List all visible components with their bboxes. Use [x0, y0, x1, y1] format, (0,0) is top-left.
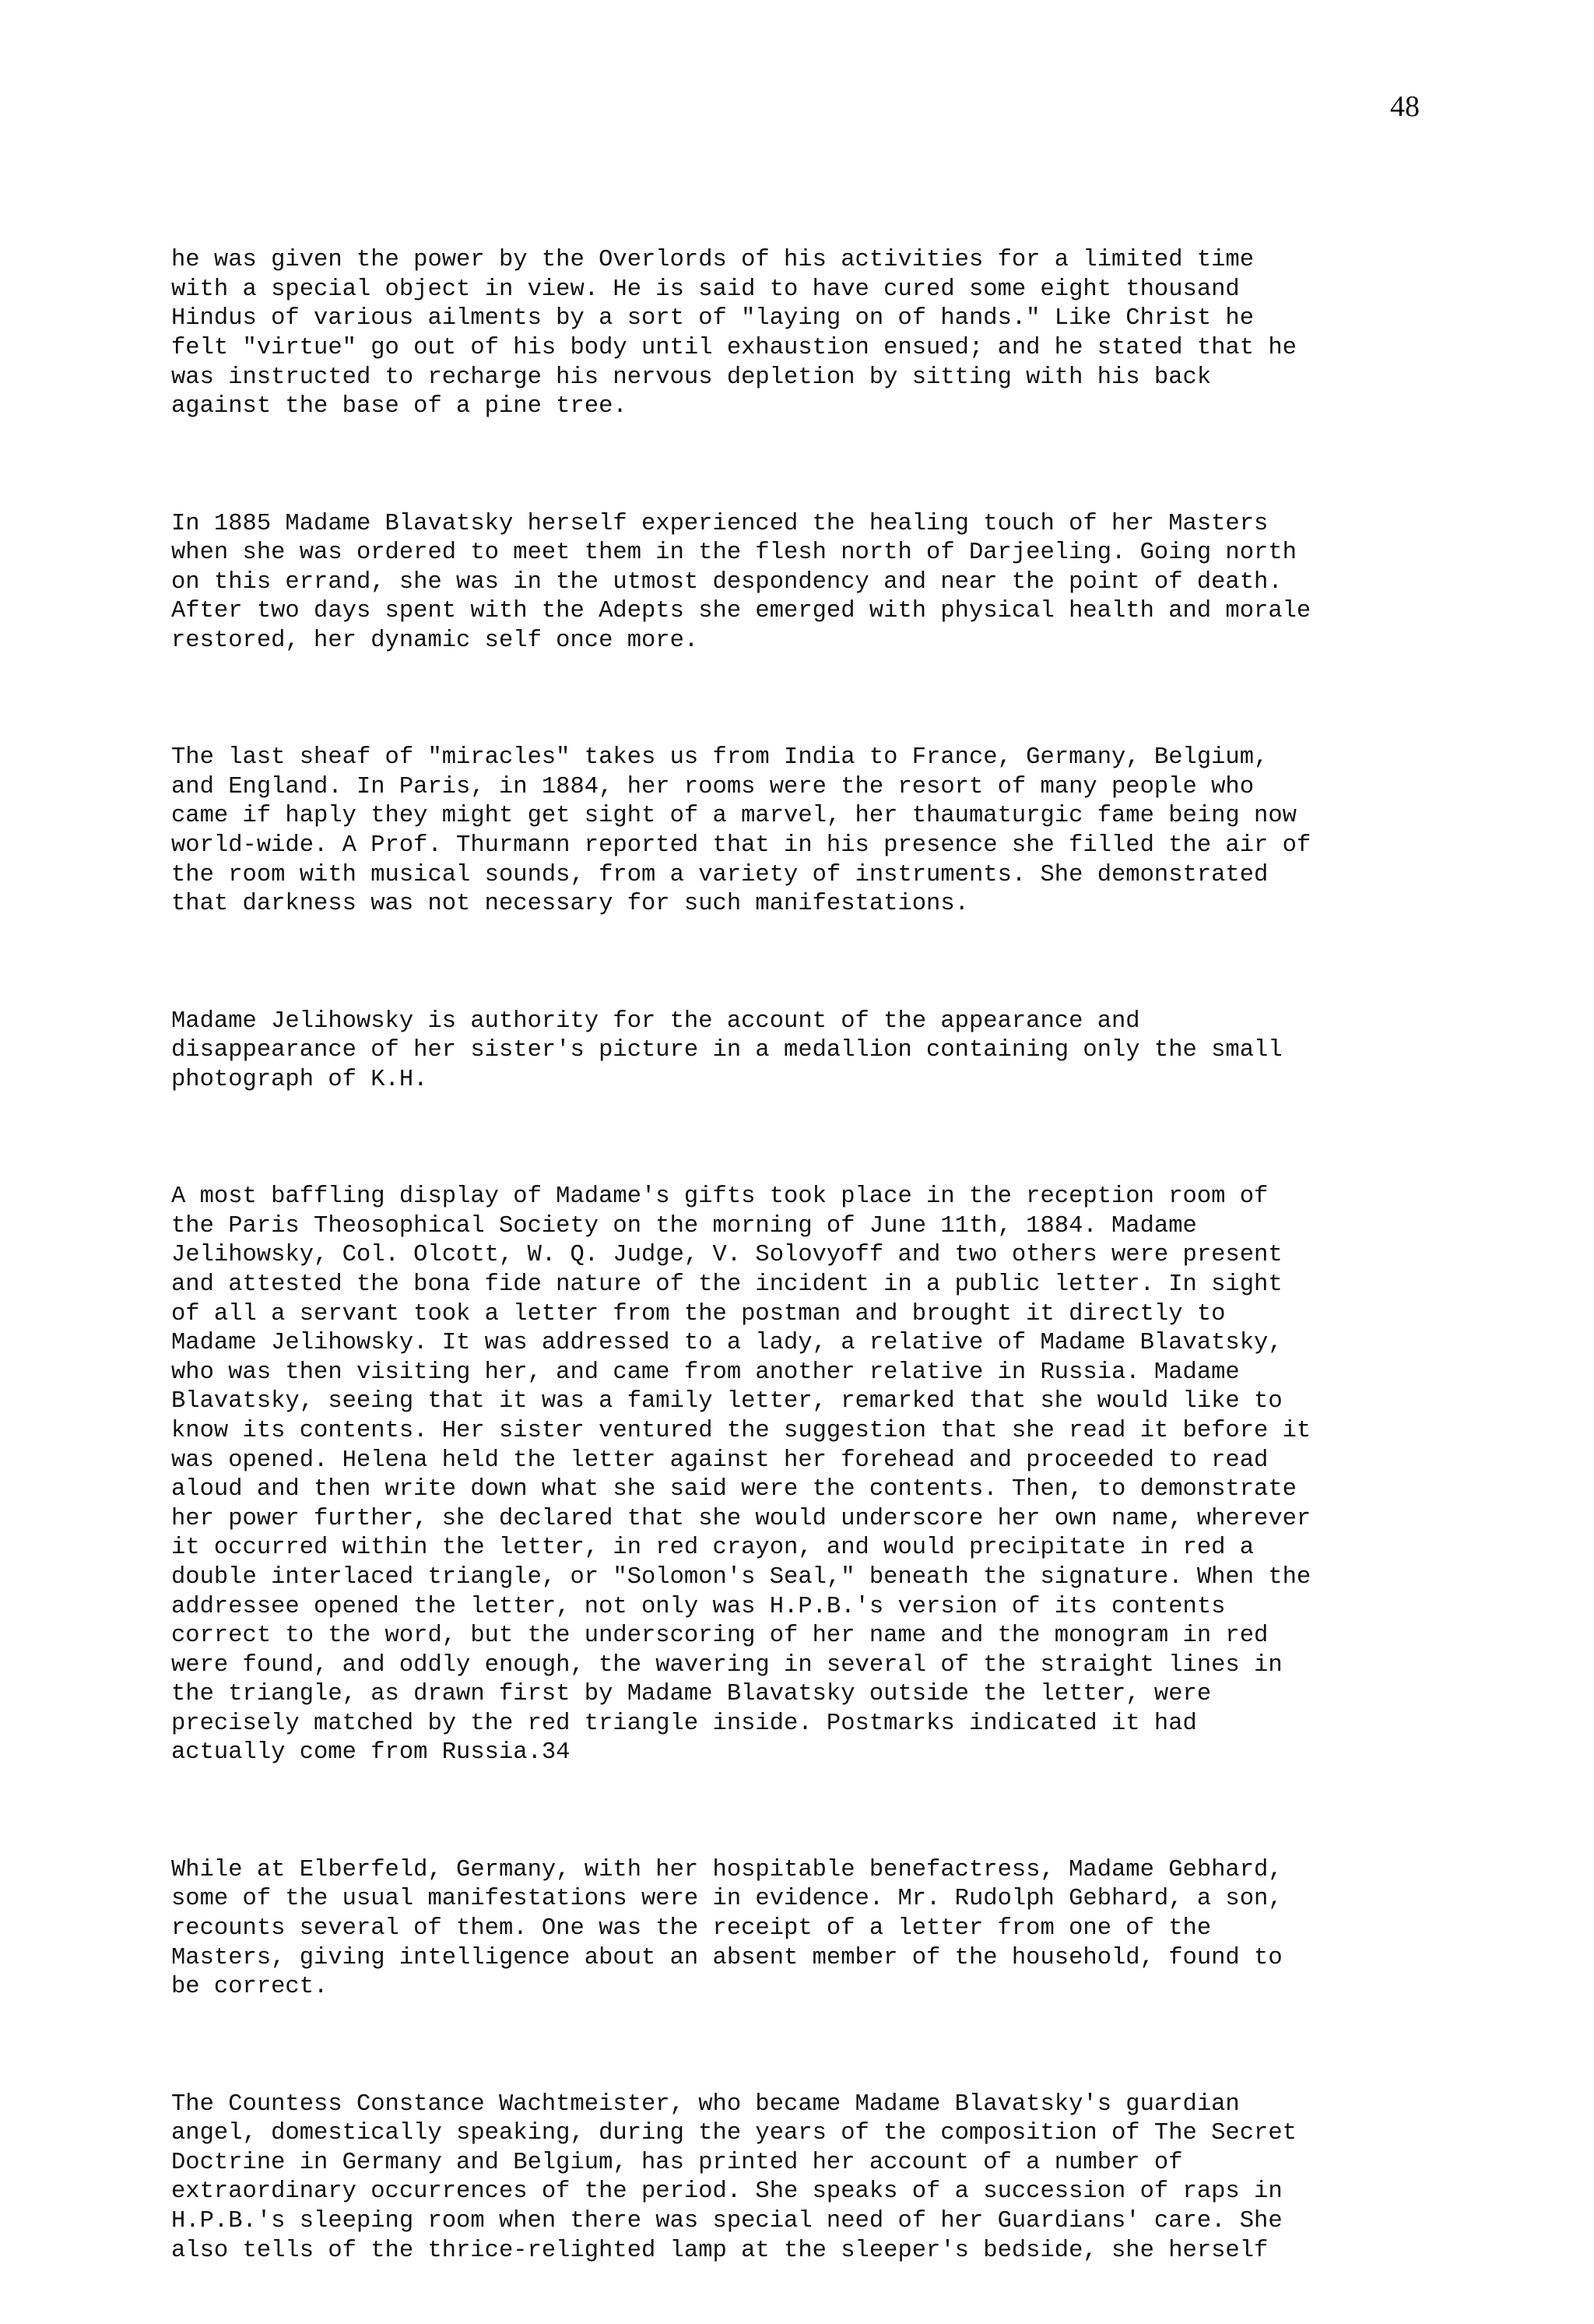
page-number: 48 — [1390, 90, 1420, 123]
paragraph: While at Elberfeld, Germany, with her hospitable benefactress, Madame Gebhard, some of the usual manifestations were in evidence. Mr. Rudolph Gebhard, a son, recounts several of them. One was the receipt of a letter from one of the Masters, giving intelligence about an absent member of the household, found to be correct. — [171, 1856, 1283, 2001]
paragraph: A most baffling display of Madame's gifts took place in the reception room of the Paris Theosophical Society on the morning of June 11th, 1884. Madame Jelihowsky, Col. Olcott, W. Q. Judge, V. Solovyoff and two others were present and attested the bona fide nature of the incident in a public letter. In sight of all a servant took a letter from the postman and brought it directly to Madame Jelihowsky. It was addressed to a lady, a relative of Madame Blavatsky, who was then visiting her, and came from another relative in Russia. Madame Blavatsky, seeing that it was a family letter, remarked that she would like to know its contents. Her sister ventured the suggestion that she read it before it was opened. Helena held the letter against her forehead and proceeded to read aloud and then write down what she said were the contents. Then, to demonstrate her power further, she declared that she would underscore her own name, wherever it occurred within the letter, in red crayon, and would precipitate in red a double interlaced triangle, or "Solomon's Seal," beneath the signature. When the addressee opened the letter, not only was H.P.B.'s version of its contents correct to the word, but the underscoring of her name and the monogram in red were found, and oddly enough, the wavering in several of the straight lines in the triangle, as drawn first by Madame Blavatsky outside the letter, were precisely matched by the red triangle inside. Postmarks indicated it had actually come from Russia.34 — [171, 1183, 1311, 1767]
text-body — [171, 188, 1432, 2324]
paragraph: The Countess Constance Wachtmeister, who became Madame Blavatsky's guardian angel, domestically speaking, during the years of the composition of The Secret Doctrine in Germany and Belgium, has printed her account of a number of extraordinary occurrences of the period. She speaks of a succession of raps in H.P.B.'s sleeping room when there was special need of her Guardians' care. She also tells of the thrice-relighted lamp at the sleeper's bedside, she herself — [171, 2090, 1297, 2264]
paragraph: The last sheaf of "miracles" takes us from India to France, Germany, Belgium, and England. In Paris, in 1884, her rooms were the resort of many people who came if haply they might get sight of a marvel, her thaumaturgic fame being now world-wide. A Prof. Thurmann reported that in his presence she filled the air of the room with musical sounds, from a variety of instruments. She demonstrated that darkness was not necessary for such manifestations. — [171, 744, 1311, 918]
paragraph: In 1885 Madame Blavatsky herself experienced the healing touch of her Masters when she was ordered to meet them in the flesh north of Darjeeling. Going north on this errand, she was in the utmost despondency and near the point of death. After two days spent with the Adepts she emerged with physical health and morale restored, her dynamic self once more. — [171, 510, 1311, 654]
paragraph: Madame Jelihowsky is authority for the account of the appearance and disappearance of her sister's picture in a medallion containing only the small photograph of K.H. — [171, 1007, 1283, 1093]
paragraph: he was given the power by the Overlords of his activities for a limited time with a special object in view. He is said to have cured some eight thousand Hindus of various ailments by a sort of "laying on of hands." Like Christ he felt "virtue" go out of his body until exhaustion ensued; and he stated that he was instructed to recharge his nervous depletion by sitting with his back against the base of a pine tree. — [171, 247, 1297, 420]
